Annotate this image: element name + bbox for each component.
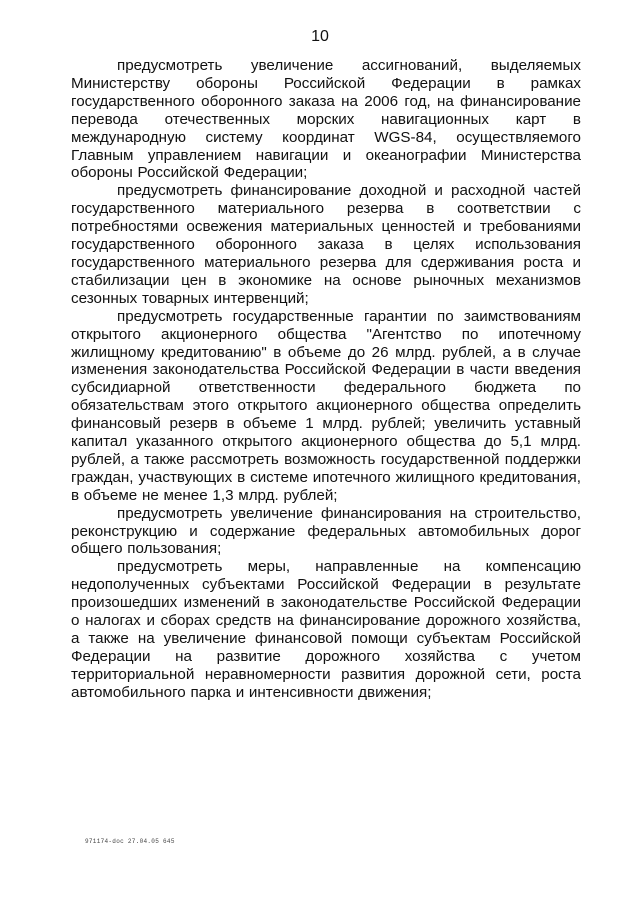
- paragraph-text: предусмотреть финансирование доходной и расходной частей государственного материального резерва в соответствии с потребностями освежения материальных ценностей и требованиями государственного оборонного заказа в целях использования государственного материального резерва для сдерживания роста и стабилизации цен в экономике на основе рыночных механизмов сезонных товарных интервенций;: [71, 182, 581, 307]
- paragraph-text: предусмотреть увеличение ассигнований, выделяемых Министерству обороны Российской Федерации в рамках государственного оборонного заказа на 2006 год, на финансирование перевода отечественных морских навигационных карт в международную систему координат WGS-84, осуществляемого Главным управлением навигации и океанографии Министерства обороны Российской Федерации;: [71, 57, 581, 182]
- document-body: [71, 57, 581, 702]
- paragraph-road-compensation: [71, 558, 581, 701]
- paragraph-navigation-charts: [71, 57, 581, 182]
- paragraph-text: предусмотреть государственные гарантии по заимствованиям открытого акционерного общества "Агентство по ипотечному жилищному кредитованию" в объеме до 26 млрд. рублей, а в случае изменения законодательства Российской Федерации в части введения субсидиарной ответственности федерального бюджета по обязательствам этого открытого акционерного общества определить финансовый резерв в объеме 1 млрд. рублей; увеличить уставный капитал указанного открытого акционерного общества до 5,1 млрд. рублей, а также рассмотреть возможность государственной поддержки граждан, участвующих в системе ипотечного жилищного кредитования, в объеме не менее 1,3 млрд. рублей;: [71, 307, 581, 504]
- footer-document-code: 971174-doc 27.04.05 645: [85, 838, 175, 845]
- paragraph-federal-roads: [71, 505, 581, 559]
- paragraph-mortgage-guarantees: [71, 308, 581, 505]
- paragraph-text: предусмотреть увеличение финансирования на строительство, реконструкцию и содержание федеральных автомобильных дорог общего пользования;: [71, 504, 581, 558]
- paragraph-material-reserve: [71, 182, 581, 307]
- paragraph-text: предусмотреть меры, направленные на компенсацию недополученных субъектами Российской Федерации в результате произошедших изменений в законодательстве Российской Федерации о налогах и сборах средств на финансирование дорожного хозяйства, а также на увеличение финансовой помощи субъектам Российской Федерации на развитие дорожного хозяйства с учетом территориальной неравномерности развития дорожной сети, роста автомобильного парка и интенсивности движения;: [71, 558, 581, 701]
- page-number: 10: [311, 28, 329, 45]
